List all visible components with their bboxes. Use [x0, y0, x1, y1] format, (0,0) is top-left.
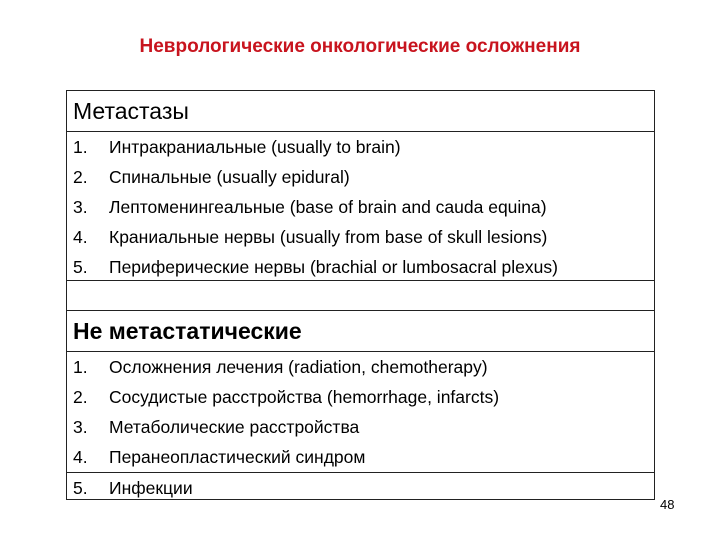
item-text: Краниальные нервы (usually from base of skull lesions)	[109, 227, 548, 247]
complications-table	[66, 90, 655, 500]
non-metastatic-heading: Не метастатические	[73, 318, 302, 344]
list-item	[67, 192, 654, 222]
non-metastatic-list	[67, 352, 654, 472]
divider	[67, 280, 654, 281]
page-number: 48	[660, 497, 675, 512]
list-item	[67, 222, 654, 252]
list-item	[67, 442, 654, 472]
slide-title: Неврологические онкологические осложнения	[139, 36, 581, 57]
list-item	[67, 412, 654, 442]
item-text: Периферические нервы (brachial or lumbosacral plexus)	[109, 257, 558, 277]
item-text: Осложнения лечения (radiation, chemotherapy)	[109, 357, 488, 377]
item-text: Инфекции	[109, 478, 193, 498]
metastases-list	[67, 132, 654, 282]
item-number: 5.	[73, 478, 88, 498]
item-number: 2.	[73, 387, 88, 407]
non-metastatic-list-last	[67, 473, 654, 503]
item-text: Перанеопластический синдром	[109, 447, 366, 467]
item-text: Интракраниальные (usually to brain)	[109, 137, 401, 157]
item-number: 3.	[73, 197, 88, 217]
item-number: 2.	[73, 167, 88, 187]
item-text: Сосудистые расстройства (hemorrhage, infarcts)	[109, 387, 500, 407]
item-number: 1.	[73, 137, 88, 157]
list-item	[67, 162, 654, 192]
item-number: 5.	[73, 257, 88, 277]
item-number: 3.	[73, 417, 88, 437]
item-text: Метаболические расстройства	[109, 417, 360, 437]
item-text: Спинальные (usually epidural)	[109, 167, 350, 187]
list-item	[67, 352, 654, 382]
list-item	[67, 132, 654, 162]
list-item	[67, 473, 654, 503]
divider	[67, 310, 654, 311]
item-text: Лептоменингеальные (base of brain and cauda equina)	[109, 197, 547, 217]
list-item	[67, 252, 654, 282]
item-number: 1.	[73, 357, 88, 377]
item-number: 4.	[73, 227, 88, 247]
item-number: 4.	[73, 447, 88, 467]
list-item	[67, 382, 654, 412]
metastases-heading: Метастазы	[73, 98, 189, 124]
